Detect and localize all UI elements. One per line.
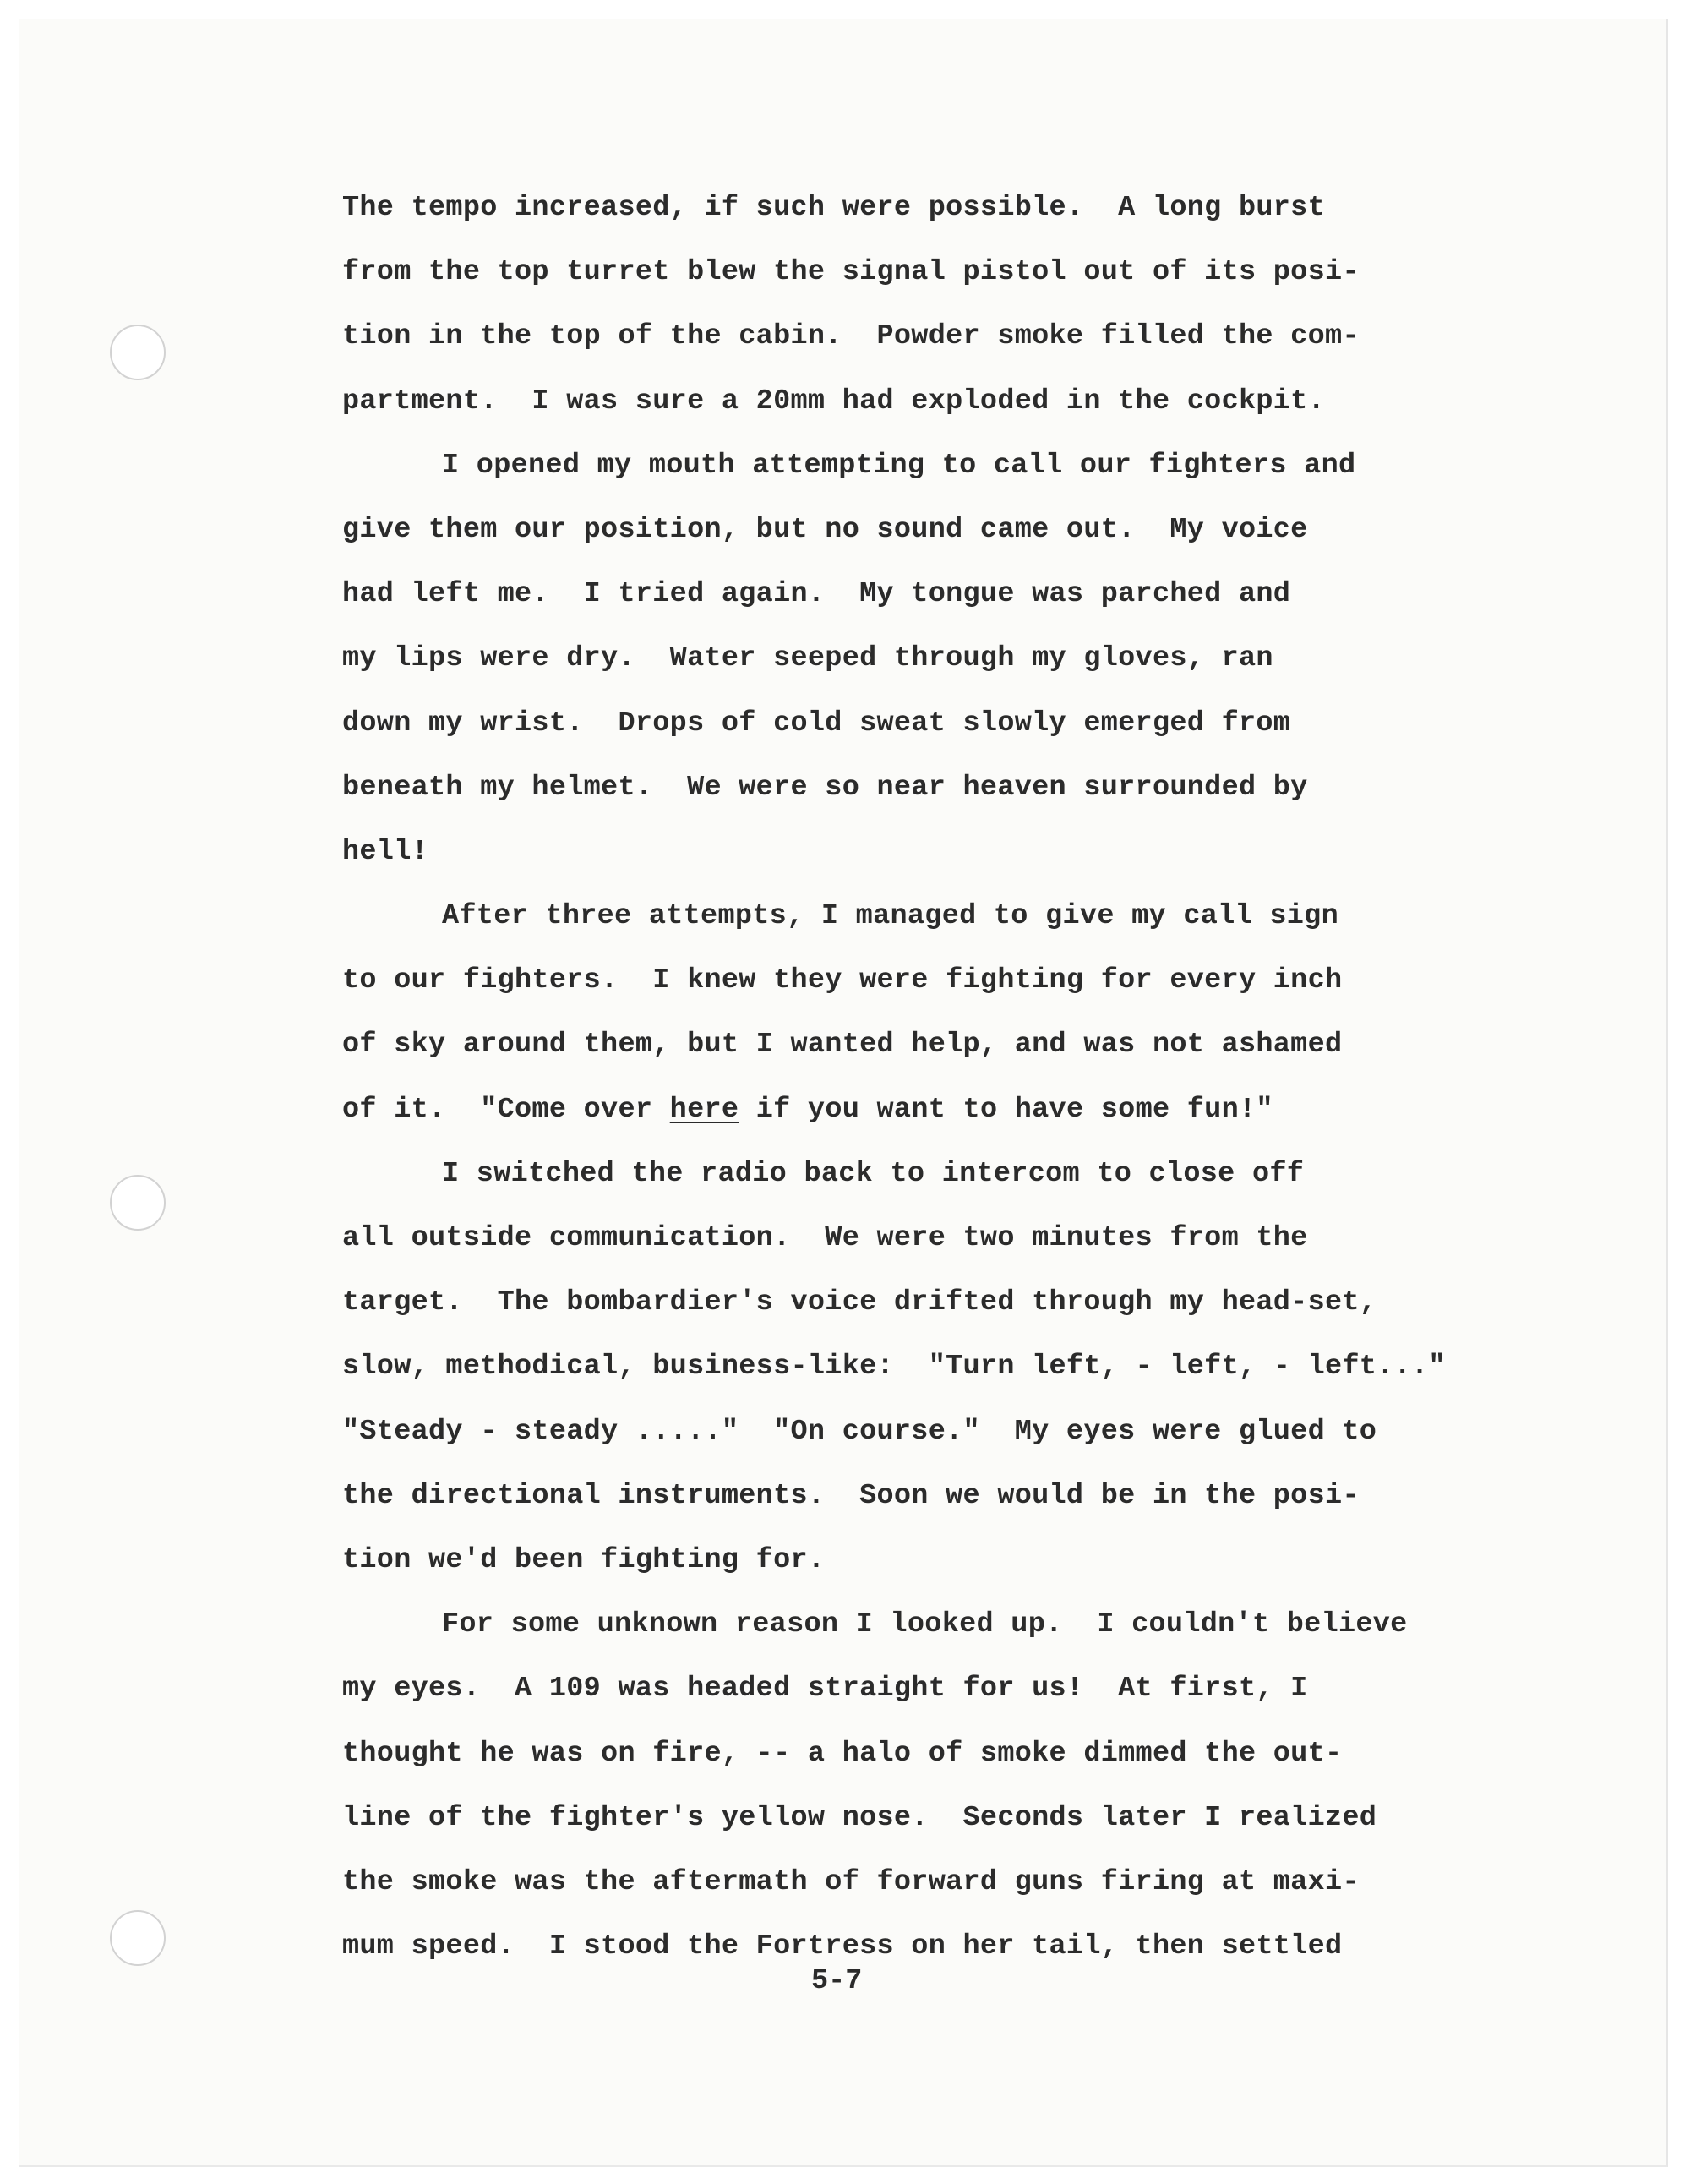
- page-number: 5-7: [811, 1965, 863, 1997]
- text-line: the directional instruments. Soon we would be in the posi-: [342, 1479, 1360, 1512]
- binder-hole-middle: [110, 1175, 166, 1231]
- text-line: "Steady - steady ....." "On course." My eyes were glued to: [342, 1415, 1377, 1448]
- text-line: to our fighters. I knew they were fighting for every inch: [342, 964, 1343, 997]
- text-line: hell!: [342, 835, 429, 868]
- underlined-word: here: [669, 1093, 739, 1126]
- text-line: my eyes. A 109 was headed straight for us! At first, I: [342, 1673, 1308, 1706]
- text-line: had left me. I tried again. My tongue was parched and: [342, 578, 1291, 611]
- text-line: down my wrist. Drops of cold sweat slowly emerged from: [342, 707, 1291, 740]
- text-line: line of the fighter's yellow nose. Seconds later I realized: [342, 1801, 1377, 1834]
- text-line: target. The bombardier's voice drifted through my head-set,: [342, 1286, 1377, 1319]
- text-line-with-underline: [342, 1078, 1635, 1142]
- text-line: partment. I was sure a 20mm had exploded in the cockpit.: [342, 385, 1325, 418]
- paragraph-start-line: For some unknown reason I looked up. I couldn't believe: [442, 1608, 1408, 1641]
- text-line: The tempo increased, if such were possible. A long burst: [342, 192, 1325, 224]
- paragraph-start-line: I switched the radio back to intercom to close off: [442, 1157, 1305, 1190]
- paragraph-start-line: After three attempts, I managed to give my call sign: [442, 900, 1338, 933]
- text-line: tion we'd been fighting for.: [342, 1543, 826, 1576]
- text-line: mum speed. I stood the Fortress on her tail, then settled: [342, 1930, 1343, 1963]
- line-part: if you want to have some fun!": [739, 1093, 1273, 1126]
- text-line: tion in the top of the cabin. Powder smoke filled the com-: [342, 320, 1360, 353]
- binder-hole-bottom: [110, 1910, 166, 1966]
- text-line: give them our position, but no sound came out. My voice: [342, 513, 1308, 546]
- body-text: [342, 176, 1635, 1979]
- text-line: the smoke was the aftermath of forward guns firing at maxi-: [342, 1865, 1360, 1898]
- line-part: of it. "Come over: [342, 1093, 670, 1126]
- text-line: beneath my helmet. We were so near heaven surrounded by: [342, 771, 1308, 804]
- binder-hole-top: [110, 325, 166, 380]
- text-line: all outside communication. We were two minutes from the: [342, 1222, 1308, 1254]
- text-line: from the top turret blew the signal pistol out of its posi-: [342, 256, 1360, 289]
- text-line: my lips were dry. Water seeped through my gloves, ran: [342, 642, 1273, 675]
- text-line: slow, methodical, business-like: "Turn left, - left, - left...": [342, 1351, 1446, 1384]
- text-line: of sky around them, but I wanted help, and was not ashamed: [342, 1029, 1343, 1062]
- text-line: thought he was on fire, -- a halo of smoke dimmed the out-: [342, 1737, 1343, 1770]
- paragraph-start-line: I opened my mouth attempting to call our fighters and: [442, 449, 1356, 482]
